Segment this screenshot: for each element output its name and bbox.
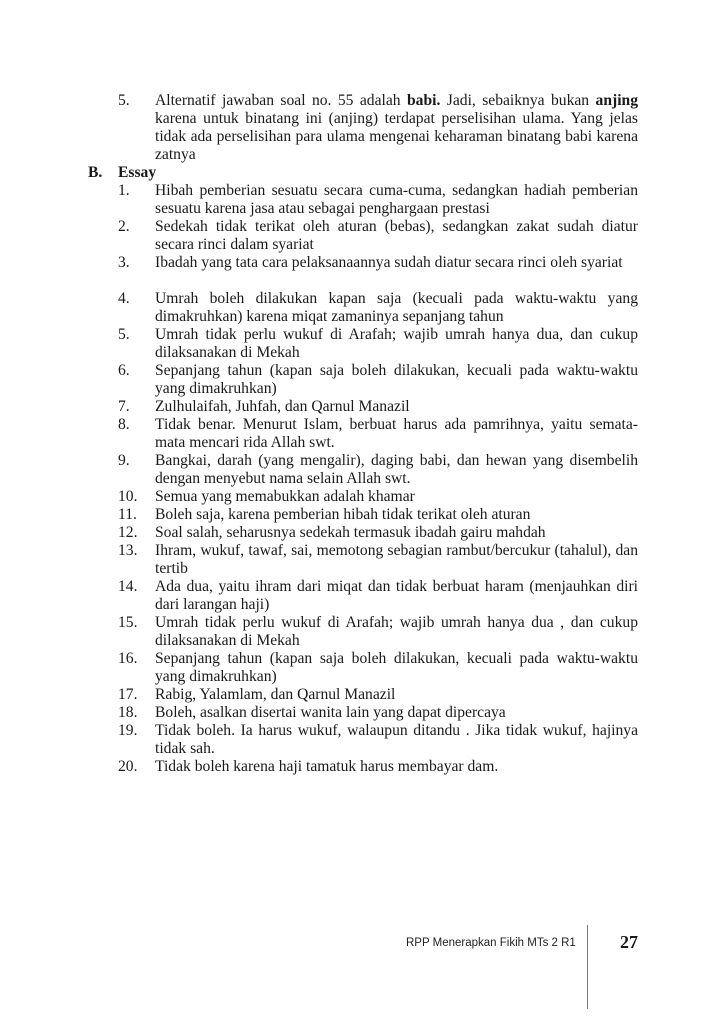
bold-term-babi: babi.: [406, 92, 441, 109]
page-number: 27: [620, 932, 638, 952]
list-item: [118, 218, 638, 254]
list-item: [118, 722, 638, 758]
list-item: [118, 488, 638, 506]
item-number: 6.: [118, 362, 130, 379]
item-text: Tidak benar. Menurut Islam, berbuat harus ada pamrihnya, yaitu semata-mata mencari rida Allah swt.: [155, 416, 638, 451]
item-number: 17.: [118, 686, 138, 703]
item-text: Sepanjang tahun (kapan saja boleh dilakukan, kecuali pada waktu-waktu yang dimakruhkan): [155, 362, 638, 397]
section-title: Essay: [118, 164, 157, 181]
list-item: [118, 578, 638, 614]
item-text: Umrah boleh dilakukan kapan saja (kecuali pada waktu-waktu yang dimakruhkan) karena miqat zamaninya sepanjang tahun: [155, 290, 638, 325]
item-text: Ada dua, yaitu ihram dari miqat dan tidak berbuat haram (menjauhkan diri dari larangan haji): [155, 578, 638, 613]
item-number: 9.: [118, 452, 130, 469]
item-number: 7.: [118, 398, 130, 415]
section-letter: B.: [88, 164, 103, 181]
item-number: 16.: [118, 650, 138, 667]
list-item: [118, 254, 638, 272]
item-number: 12.: [118, 524, 138, 541]
item-text: Ihram, wukuf, tawaf, sai, memotong sebagian rambut/bercukur (tahalul), dan tertib: [155, 542, 638, 577]
item-number: 5.: [118, 92, 130, 109]
item-text: Soal salah, seharusnya sedekah termasuk ibadah gairu mahdah: [155, 524, 546, 541]
item-number: 10.: [118, 488, 138, 505]
item-text: Hibah pemberian sesuatu secara cuma-cuma, sedangkan hadiah pemberian sesuatu karena jasa atau sebagai penghargaan prestasi: [155, 182, 638, 217]
item-number: 14.: [118, 578, 138, 595]
item-text: Tidak boleh karena haji tamatuk harus membayar dam.: [155, 758, 499, 775]
item-text: Semua yang memabukkan adalah khamar: [155, 488, 415, 505]
list-item: [118, 92, 638, 164]
item-number: 18.: [118, 704, 138, 721]
item-number: 5.: [118, 326, 130, 343]
item-text: Boleh saja, karena pemberian hibah tidak terikat oleh aturan: [155, 506, 531, 523]
list-item: [118, 452, 638, 488]
item-text: Boleh, asalkan disertai wanita lain yang dapat dipercaya: [155, 704, 506, 721]
item-number: 1.: [118, 182, 130, 199]
item-text: Sedekah tidak terikat oleh aturan (bebas), sedangkan zakat sudah diatur secara rinci dalam syariat: [155, 218, 638, 253]
list-item: [118, 542, 638, 578]
item-number: 20.: [118, 758, 138, 775]
list-item: [118, 326, 638, 362]
item-number: 13.: [118, 542, 138, 559]
item-number: 8.: [118, 416, 130, 433]
bold-term-anjing: anjing: [595, 92, 638, 109]
item-number: 3.: [118, 254, 130, 271]
item-number: 11.: [118, 506, 137, 523]
item-text: Zulhulaifah, Juhfah, dan Qarnul Manazil: [155, 398, 410, 415]
item-number: 2.: [118, 218, 130, 235]
list-item: [118, 650, 638, 686]
item-text: Ibadah yang tata cara pelaksanaannya sudah diatur secara rinci oleh syariat: [155, 254, 623, 271]
item-text: Alternatif jawaban soal no. 55 adalah babi. Jadi, sebaiknya bukan anjing karena untuk binatang ini (anjing) terdapat perselisihan ulama. Yang jelas tidak ada perselisihan para ulama mengenai keharaman binatang babi karena zatnya: [155, 92, 638, 163]
list-item: [118, 416, 638, 452]
list-item: [118, 686, 638, 704]
list-item: [118, 398, 638, 416]
item-text: Tidak boleh. Ia harus wukuf, walaupun ditandu . Jika tidak wukuf, hajinya tidak sah.: [155, 722, 638, 757]
item-number: 4.: [118, 290, 130, 307]
item-text: Bangkai, darah (yang mengalir), daging babi, dan hewan yang disembelih dengan menyebut nama selain Allah swt.: [155, 452, 638, 487]
item-number: 19.: [118, 722, 138, 739]
list-item: [118, 362, 638, 398]
list-item: [118, 182, 638, 218]
item-text: Umrah tidak perlu wukuf di Arafah; wajib umrah hanya dua , dan cukup dilaksanakan di Mekah: [155, 614, 638, 649]
footer-divider: [587, 925, 588, 1009]
item-number: 15.: [118, 614, 138, 631]
list-item: [118, 758, 638, 776]
list-item: [118, 290, 638, 326]
section-heading: [88, 164, 156, 182]
list-item: [118, 524, 638, 542]
footer-book-title: RPP Menerapkan Fikih MTs 2 R1: [406, 937, 576, 949]
item-text: Sepanjang tahun (kapan saja boleh dilakukan, kecuali pada waktu-waktu yang dimakruhkan): [155, 650, 638, 685]
list-item: [118, 614, 638, 650]
item-text: Rabig, Yalamlam, dan Qarnul Manazil: [155, 686, 396, 703]
list-item: [118, 506, 638, 524]
item-text: Umrah tidak perlu wukuf di Arafah; wajib umrah hanya dua, dan cukup dilaksanakan di Mekah: [155, 326, 638, 361]
list-item: [118, 704, 638, 722]
